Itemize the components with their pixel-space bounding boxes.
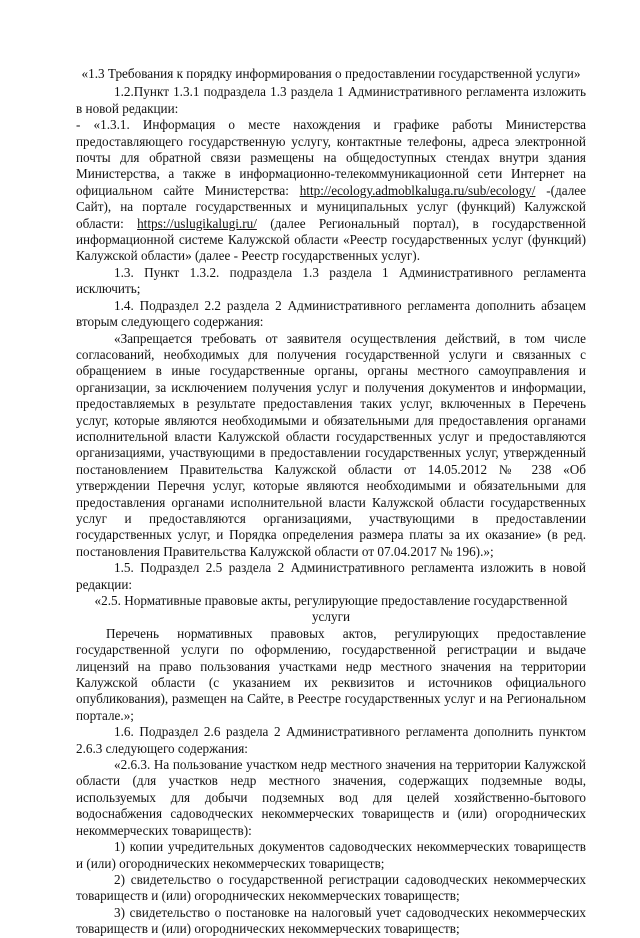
- list-item-2: 2) свидетельство о государственной регистрации садоводческих некоммерческих товариществ и (или) огороднических некоммерческих товариществ;: [76, 871, 586, 904]
- section-heading-1-3: «1.3 Требования к порядку информирования о предоставлении государственной услуги»: [81, 66, 581, 81]
- paragraph-legal-acts: Перечень нормативных правовых актов, регулирующих предоставление государственной услуги по оформлению, государственной регистрации и выдаче лицензий на право пользования участками недр местного значения на территории Калужской области (с указанием их реквизитов и источников официального опубликования), размещен на Сайте, в Реестре государственных услуг и на Региональном портале.»;: [76, 625, 586, 723]
- paragraph-1-3-1: - «1.3.1. Информация о месте нахождения и графике работы Министерства предоставляющего государственную услугу, контактные телефоны, адреса электронной почты для обратной связи размещены на общедоступных стендах внутри здания Министерства, а также в информационно-телекоммуникационной сети Интернет на официальном сайте Министерства: http://ecology.admoblkaluga.ru/sub/ecology/ -(далее Сайт), на портале государственных и муниципальных услуг (функций) Калужской области: https://uslugikalugi.ru/ (далее Региональный портал), в государственной информационной системе Калужской области «Реестр государственных услуг (функций) Калужской области» (далее - Реестр государственных услуг).: [76, 117, 586, 264]
- paragraph-1-4: 1.4. Подраздел 2.2 раздела 2 Административного регламента дополнить абзацем вторым следующего содержания:: [76, 297, 586, 330]
- regional-portal-link[interactable]: https://uslugikalugi.ru/: [137, 215, 257, 231]
- paragraph-prohibition: «Запрещается требовать от заявителя осуществления действий, в том числе согласований, необходимых для получения государственной услуги и связанных с обращением в иные государственные органы, органы местного самоуправления и организации, за исключением получения услуг и получения документов и информации, предоставляемых в результате предоставления таких услуг, включенных в Перечень услуг, которые являются необходимыми и обязательными для предоставления органами исполнительной власти Калужской области государственных услуг и предоставляются организациями, участвующими в предоставлении государственных услуг, утвержденный постановлением Правительства Калужской области от 14.05.2012 № 238 «Об утверждении Перечня услуг, которые являются необходимыми и обязательными для предоставления органами исполнительной власти Калужской области государственных услуг и предоставляются организациями, участвующими в предоставлении государственных услуг, и Порядка определения размера платы за их оказание» (в ред. постановления Правительства Калужской области от 07.04.2017 № 196).»;: [76, 330, 586, 559]
- paragraph-2-6-3: «2.6.3. На пользование участком недр местного значения на территории Калужской области (для участков недр местного значения, содержащих подземные воды, используемых для добычи подземных вод для целей хозяйственно-бытового водоснабжения садоводческих некоммерческих товариществ и (или) огороднических некоммерческих товариществ):: [76, 757, 586, 838]
- list-item-1: 1) копии учредительных документов садоводческих некоммерческих товариществ и (или) огороднических некоммерческих товариществ;: [76, 839, 586, 871]
- paragraph-1-5: 1.5. Подраздел 2.5 раздела 2 Административного регламента изложить в новой редакции:: [76, 560, 586, 592]
- section-heading-2-5: «2.5. Нормативные правовые акты, регулирующие предоставление государственной услуги: [94, 593, 568, 625]
- paragraph-1-3: 1.3. Пункт 1.3.2. подраздела 1.3 раздела 1 Административного регламента исключить;: [76, 264, 586, 297]
- document-page: [76, 66, 586, 938]
- ecology-site-link[interactable]: http://ecology.admoblkaluga.ru/sub/ecology/: [299, 182, 536, 198]
- list-item-3: 3) свидетельство о постановке на налоговый учет садоводческих некоммерческих товариществ и (или) огороднических некоммерческих товариществ;: [76, 904, 586, 937]
- paragraph-1-6: 1.6. Подраздел 2.6 раздела 2 Административного регламента дополнить пунктом 2.6.3 следующего содержания:: [76, 724, 586, 756]
- paragraph-1-2: 1.2.Пункт 1.3.1 подраздела 1.3 раздела 1 Административного регламента изложить в новой редакции:: [76, 84, 586, 116]
